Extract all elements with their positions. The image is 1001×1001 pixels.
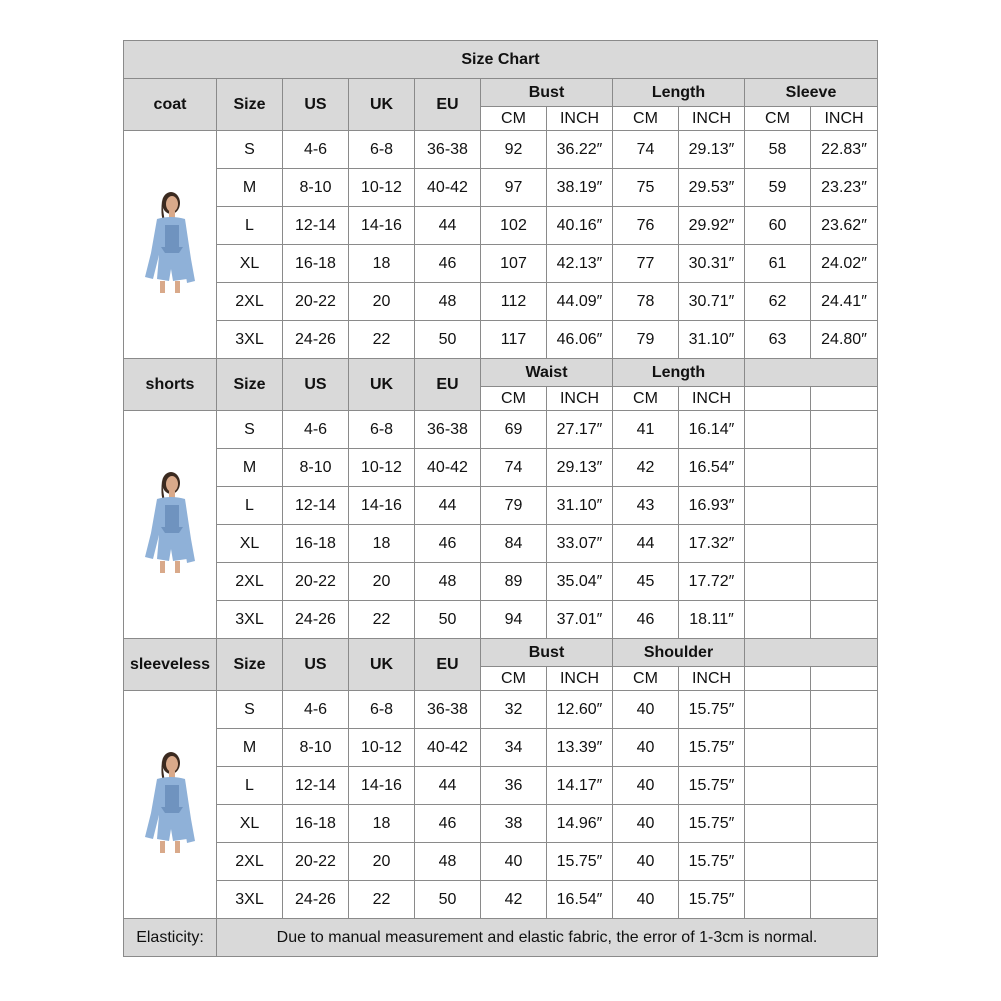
measurement-cell: 40.16″ (547, 207, 613, 245)
eu-header: EU (415, 359, 481, 411)
table-row (124, 411, 878, 449)
measurement-cell: 15.75″ (679, 881, 745, 919)
table-row (124, 843, 878, 881)
eu-cell: 40-42 (415, 729, 481, 767)
us-cell: 20-22 (283, 283, 349, 321)
measurement-cell (745, 729, 811, 767)
measurement-cell: 17.72″ (679, 563, 745, 601)
measurement-cell (811, 767, 878, 805)
measurement-cell: 69 (481, 411, 547, 449)
uk-cell: 6-8 (349, 691, 415, 729)
measurement-cell: 74 (481, 449, 547, 487)
unit-header: CM (481, 387, 547, 411)
measurement-cell (745, 843, 811, 881)
measurement-cell (811, 449, 878, 487)
measurement-cell: 33.07″ (547, 525, 613, 563)
measurement-cell (811, 411, 878, 449)
uk-cell: 20 (349, 843, 415, 881)
us-cell: 4-6 (283, 131, 349, 169)
eu-cell: 46 (415, 805, 481, 843)
unit-header: INCH (679, 107, 745, 131)
measurement-cell: 15.75″ (679, 843, 745, 881)
section-name-sleeveless: sleeveless (124, 639, 217, 691)
unit-header: CM (481, 667, 547, 691)
table-row (124, 131, 878, 169)
unit-header: CM (481, 107, 547, 131)
eu-header: EU (415, 639, 481, 691)
measurement-cell: 94 (481, 601, 547, 639)
measurement-cell: 40 (613, 691, 679, 729)
size-cell: 2XL (217, 283, 283, 321)
measurement-cell: 35.04″ (547, 563, 613, 601)
measurement-cell (745, 805, 811, 843)
measurement-cell: 29.92″ (679, 207, 745, 245)
uk-cell: 22 (349, 321, 415, 359)
eu-cell: 36-38 (415, 131, 481, 169)
eu-cell: 36-38 (415, 691, 481, 729)
eu-cell: 46 (415, 525, 481, 563)
uk-cell: 14-16 (349, 207, 415, 245)
eu-cell: 44 (415, 767, 481, 805)
elasticity-note: Due to manual measurement and elastic fabric, the error of 1-3cm is normal. (217, 919, 878, 957)
us-cell: 4-6 (283, 691, 349, 729)
unit-header: CM (613, 667, 679, 691)
size-cell: M (217, 729, 283, 767)
uk-cell: 14-16 (349, 767, 415, 805)
us-cell: 24-26 (283, 601, 349, 639)
eu-cell: 40-42 (415, 169, 481, 207)
us-cell: 8-10 (283, 449, 349, 487)
eu-header: EU (415, 79, 481, 131)
measurement-cell: 15.75″ (679, 729, 745, 767)
unit-header (745, 387, 811, 411)
group-header: Waist (481, 359, 613, 387)
measurement-cell: 24.02″ (811, 245, 878, 283)
us-cell: 8-10 (283, 169, 349, 207)
size-cell: L (217, 767, 283, 805)
measurement-cell (811, 691, 878, 729)
us-cell: 8-10 (283, 729, 349, 767)
measurement-cell: 41 (613, 411, 679, 449)
measurement-cell: 84 (481, 525, 547, 563)
size-header: Size (217, 639, 283, 691)
measurement-cell: 59 (745, 169, 811, 207)
us-cell: 12-14 (283, 207, 349, 245)
eu-cell: 44 (415, 207, 481, 245)
measurement-cell: 63 (745, 321, 811, 359)
measurement-cell: 16.93″ (679, 487, 745, 525)
size-cell: 2XL (217, 843, 283, 881)
measurement-cell: 60 (745, 207, 811, 245)
uk-cell: 20 (349, 283, 415, 321)
chart-title: Size Chart (124, 41, 878, 79)
group-header: Shoulder (613, 639, 745, 667)
eu-cell: 36-38 (415, 411, 481, 449)
size-cell: S (217, 131, 283, 169)
model-photo-cell (124, 131, 217, 359)
us-header: US (283, 359, 349, 411)
table-row (124, 563, 878, 601)
measurement-cell: 79 (613, 321, 679, 359)
measurement-cell: 44.09″ (547, 283, 613, 321)
size-cell: L (217, 207, 283, 245)
measurement-cell: 16.54″ (547, 881, 613, 919)
measurement-cell: 58 (745, 131, 811, 169)
uk-header: UK (349, 639, 415, 691)
table-row (124, 207, 878, 245)
measurement-cell: 40 (613, 729, 679, 767)
measurement-cell: 77 (613, 245, 679, 283)
measurement-cell (811, 729, 878, 767)
measurement-cell: 42 (481, 881, 547, 919)
uk-cell: 14-16 (349, 487, 415, 525)
measurement-cell: 97 (481, 169, 547, 207)
eu-cell: 50 (415, 321, 481, 359)
measurement-cell: 44 (613, 525, 679, 563)
group-header: Sleeve (745, 79, 878, 107)
measurement-cell: 27.17″ (547, 411, 613, 449)
us-cell: 20-22 (283, 563, 349, 601)
size-cell: M (217, 449, 283, 487)
unit-header: INCH (811, 107, 878, 131)
size-chart-table (123, 40, 878, 957)
measurement-cell: 89 (481, 563, 547, 601)
measurement-cell: 15.75″ (679, 691, 745, 729)
measurement-cell: 12.60″ (547, 691, 613, 729)
elasticity-label: Elasticity: (124, 919, 217, 957)
measurement-cell: 34 (481, 729, 547, 767)
measurement-cell: 40 (613, 881, 679, 919)
uk-cell: 10-12 (349, 169, 415, 207)
model-photo (135, 469, 205, 581)
measurement-cell: 29.53″ (679, 169, 745, 207)
unit-header: CM (613, 387, 679, 411)
measurement-cell: 74 (613, 131, 679, 169)
eu-cell: 50 (415, 601, 481, 639)
measurement-cell: 43 (613, 487, 679, 525)
measurement-cell (745, 601, 811, 639)
model-photo (135, 749, 205, 861)
eu-cell: 46 (415, 245, 481, 283)
measurement-cell: 30.71″ (679, 283, 745, 321)
measurement-cell: 40 (613, 805, 679, 843)
measurement-cell: 16.54″ (679, 449, 745, 487)
table-row (124, 691, 878, 729)
measurement-cell: 14.17″ (547, 767, 613, 805)
us-cell: 24-26 (283, 881, 349, 919)
measurement-cell: 112 (481, 283, 547, 321)
model-photo-cell (124, 691, 217, 919)
measurement-cell: 17.32″ (679, 525, 745, 563)
measurement-cell: 18.11″ (679, 601, 745, 639)
unit-header: INCH (679, 667, 745, 691)
size-cell: S (217, 411, 283, 449)
uk-cell: 18 (349, 805, 415, 843)
measurement-cell: 102 (481, 207, 547, 245)
measurement-cell: 13.39″ (547, 729, 613, 767)
measurement-cell: 45 (613, 563, 679, 601)
table-row (124, 601, 878, 639)
us-cell: 24-26 (283, 321, 349, 359)
uk-header: UK (349, 359, 415, 411)
measurement-cell: 40 (613, 843, 679, 881)
unit-header: INCH (547, 107, 613, 131)
measurement-cell (745, 881, 811, 919)
eu-cell: 50 (415, 881, 481, 919)
measurement-cell (811, 843, 878, 881)
measurement-cell (811, 487, 878, 525)
table-row (124, 487, 878, 525)
uk-cell: 18 (349, 525, 415, 563)
eu-cell: 48 (415, 563, 481, 601)
table-row (124, 283, 878, 321)
size-cell: 3XL (217, 881, 283, 919)
size-cell: 3XL (217, 601, 283, 639)
measurement-cell: 38 (481, 805, 547, 843)
measurement-cell: 37.01″ (547, 601, 613, 639)
unit-header: INCH (547, 667, 613, 691)
us-cell: 4-6 (283, 411, 349, 449)
measurement-cell: 76 (613, 207, 679, 245)
measurement-cell (745, 449, 811, 487)
measurement-cell: 22.83″ (811, 131, 878, 169)
measurement-cell: 15.75″ (547, 843, 613, 881)
measurement-cell (745, 563, 811, 601)
uk-cell: 20 (349, 563, 415, 601)
measurement-cell (811, 881, 878, 919)
measurement-cell (745, 487, 811, 525)
group-header (745, 639, 878, 667)
uk-cell: 18 (349, 245, 415, 283)
measurement-cell: 117 (481, 321, 547, 359)
group-header: Length (613, 359, 745, 387)
measurement-cell: 30.31″ (679, 245, 745, 283)
measurement-cell: 31.10″ (547, 487, 613, 525)
measurement-cell (745, 691, 811, 729)
table-row (124, 321, 878, 359)
measurement-cell: 36 (481, 767, 547, 805)
size-cell: M (217, 169, 283, 207)
eu-cell: 48 (415, 283, 481, 321)
measurement-cell: 36.22″ (547, 131, 613, 169)
group-header: Length (613, 79, 745, 107)
us-header: US (283, 79, 349, 131)
measurement-cell: 15.75″ (679, 805, 745, 843)
us-cell: 16-18 (283, 525, 349, 563)
measurement-cell: 38.19″ (547, 169, 613, 207)
table-row (124, 169, 878, 207)
uk-header: UK (349, 79, 415, 131)
unit-header (745, 667, 811, 691)
us-header: US (283, 639, 349, 691)
measurement-cell: 23.23″ (811, 169, 878, 207)
unit-header: CM (745, 107, 811, 131)
measurement-cell: 42 (613, 449, 679, 487)
us-cell: 16-18 (283, 805, 349, 843)
size-cell: XL (217, 525, 283, 563)
size-cell: XL (217, 245, 283, 283)
size-cell: XL (217, 805, 283, 843)
measurement-cell: 46 (613, 601, 679, 639)
uk-cell: 10-12 (349, 449, 415, 487)
group-header: Bust (481, 639, 613, 667)
measurement-cell: 16.14″ (679, 411, 745, 449)
measurement-cell (811, 525, 878, 563)
size-header: Size (217, 79, 283, 131)
size-cell: 3XL (217, 321, 283, 359)
us-cell: 20-22 (283, 843, 349, 881)
measurement-cell: 23.62″ (811, 207, 878, 245)
measurement-cell (745, 767, 811, 805)
measurement-cell (745, 525, 811, 563)
group-header: Bust (481, 79, 613, 107)
measurement-cell: 42.13″ (547, 245, 613, 283)
group-header (745, 359, 878, 387)
measurement-cell (811, 563, 878, 601)
measurement-cell: 14.96″ (547, 805, 613, 843)
us-cell: 16-18 (283, 245, 349, 283)
eu-cell: 44 (415, 487, 481, 525)
eu-cell: 40-42 (415, 449, 481, 487)
measurement-cell (811, 601, 878, 639)
table-row (124, 245, 878, 283)
us-cell: 12-14 (283, 487, 349, 525)
measurement-cell: 29.13″ (679, 131, 745, 169)
table-row (124, 767, 878, 805)
measurement-cell: 24.80″ (811, 321, 878, 359)
measurement-cell: 46.06″ (547, 321, 613, 359)
section-name-shorts: shorts (124, 359, 217, 411)
measurement-cell: 24.41″ (811, 283, 878, 321)
uk-cell: 10-12 (349, 729, 415, 767)
table-row (124, 449, 878, 487)
size-header: Size (217, 359, 283, 411)
measurement-cell: 40 (613, 767, 679, 805)
unit-header: INCH (547, 387, 613, 411)
uk-cell: 22 (349, 601, 415, 639)
measurement-cell: 78 (613, 283, 679, 321)
measurement-cell: 61 (745, 245, 811, 283)
section-name-coat: coat (124, 79, 217, 131)
measurement-cell (745, 411, 811, 449)
us-cell: 12-14 (283, 767, 349, 805)
measurement-cell: 92 (481, 131, 547, 169)
measurement-cell: 32 (481, 691, 547, 729)
measurement-cell: 31.10″ (679, 321, 745, 359)
measurement-cell (811, 805, 878, 843)
unit-header: CM (613, 107, 679, 131)
table-row (124, 805, 878, 843)
unit-header (811, 387, 878, 411)
unit-header (811, 667, 878, 691)
uk-cell: 6-8 (349, 411, 415, 449)
uk-cell: 6-8 (349, 131, 415, 169)
measurement-cell: 75 (613, 169, 679, 207)
measurement-cell: 79 (481, 487, 547, 525)
table-row (124, 525, 878, 563)
model-photo (135, 189, 205, 301)
table-row (124, 729, 878, 767)
size-cell: S (217, 691, 283, 729)
uk-cell: 22 (349, 881, 415, 919)
size-cell: L (217, 487, 283, 525)
unit-header: INCH (679, 387, 745, 411)
measurement-cell: 62 (745, 283, 811, 321)
measurement-cell: 15.75″ (679, 767, 745, 805)
size-cell: 2XL (217, 563, 283, 601)
measurement-cell: 107 (481, 245, 547, 283)
measurement-cell: 40 (481, 843, 547, 881)
measurement-cell: 29.13″ (547, 449, 613, 487)
model-photo-cell (124, 411, 217, 639)
table-row (124, 881, 878, 919)
eu-cell: 48 (415, 843, 481, 881)
